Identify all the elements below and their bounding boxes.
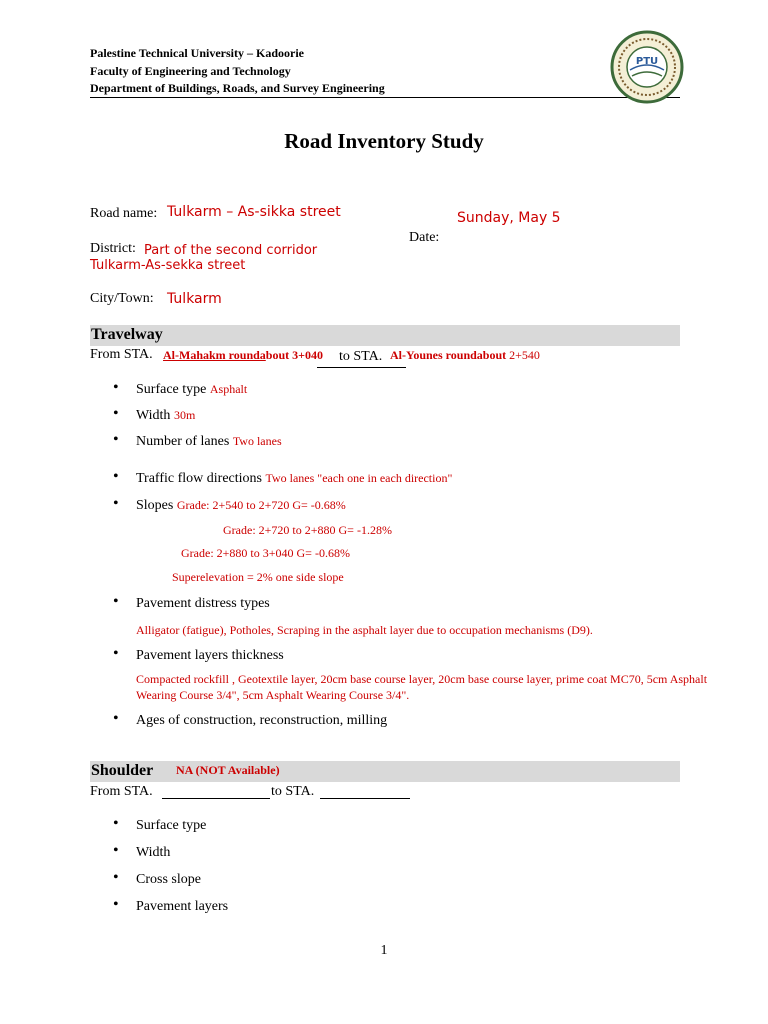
bullet: •: [113, 710, 119, 727]
surface-type-item: Surface type Asphalt: [136, 382, 248, 397]
flow-item: Traffic flow directions Two lanes "each one in each direction": [136, 471, 453, 486]
shoulder-to-label: to STA.: [271, 784, 315, 799]
district-value-line1: Part of the second corridor: [144, 243, 318, 258]
lanes-value: Two lanes: [232, 434, 282, 448]
bullet: •: [113, 379, 119, 396]
travelway-heading: Travelway: [91, 326, 163, 343]
shoulder-item: Width: [136, 845, 171, 860]
bullet: •: [113, 645, 119, 662]
road-name-label: Road name:: [90, 206, 158, 221]
city-label: City/Town:: [90, 291, 154, 306]
grade-line-1: Grade: 2+540 to 2+720 G= -0.68%: [176, 498, 346, 512]
date-value: Sunday, May 5: [457, 210, 561, 226]
bullet: •: [113, 593, 119, 610]
shoulder-note: NA (NOT Available): [176, 763, 280, 777]
shoulder-heading: Shoulder: [91, 762, 154, 779]
lanes-item: Number of lanes Two lanes: [136, 434, 282, 449]
travelway-band: [90, 325, 680, 346]
layers-value-line2: Wearing Course 3/4", 5cm Asphalt Wearing Course 3/4".: [136, 688, 410, 702]
grade-line-2: Grade: 2+720 to 2+880 G= -1.28%: [223, 523, 392, 537]
slopes-item: Slopes Grade: 2+540 to 2+720 G= -0.68%: [136, 498, 346, 513]
university-logo: [610, 30, 684, 104]
travelway-to-label: to STA.: [339, 349, 383, 364]
shoulder-to-blank[interactable]: [320, 798, 410, 799]
city-value: Tulkarm: [167, 291, 222, 307]
travelway-from-value-a: Al-Mahakm rounda: [163, 348, 266, 362]
travelway-from-label: From STA.: [90, 347, 153, 362]
department-name: Department of Buildings, Roads, and Survey Engineering: [90, 81, 385, 95]
shoulder-item: Surface type: [136, 818, 207, 833]
surface-type-value: Asphalt: [209, 382, 248, 396]
distress-value: Alligator (fatigue), Potholes, Scraping in the asphalt layer due to occupation mechanisms (D9).: [136, 623, 593, 637]
bullet: •: [113, 495, 119, 512]
shoulder-item: Cross slope: [136, 872, 201, 887]
superelevation-line: Superelevation = 2% one side slope: [172, 570, 344, 584]
travelway-to-value: [390, 348, 540, 363]
header-rule: [90, 97, 680, 98]
bullet: •: [113, 468, 119, 485]
distress-item: Pavement distress types: [136, 596, 270, 611]
width-value: 30m: [173, 408, 196, 422]
shoulder-from-blank[interactable]: [162, 798, 270, 799]
shoulder-from-label: From STA.: [90, 784, 153, 799]
travelway-to-value-a: Al-Younes roundabout: [390, 348, 507, 362]
bullet: •: [113, 842, 119, 859]
page-title: Road Inventory Study: [284, 129, 484, 153]
to-sta-underline: [317, 367, 406, 368]
bullet: •: [113, 405, 119, 422]
bullet: •: [113, 869, 119, 886]
layers-item: Pavement layers thickness: [136, 648, 284, 663]
grade-line-3: Grade: 2+880 to 3+040 G= -0.68%: [181, 546, 350, 560]
travelway-to-value-b: 2+540: [509, 348, 540, 362]
date-label: Date:: [409, 230, 440, 245]
layers-value-line1: Compacted rockfill , Geotextile layer, 20cm base course layer, 20cm base course layer, prime coat MC70, 5cm Asphalt: [136, 672, 708, 686]
bullet: •: [113, 431, 119, 448]
bullet: •: [113, 896, 119, 913]
district-label: District:: [90, 241, 136, 256]
bullet: •: [113, 815, 119, 832]
travelway-from-value-b: bout 3+040: [265, 348, 323, 362]
flow-value: Two lanes "each one in each direction": [265, 471, 453, 485]
shoulder-item: Pavement layers: [136, 899, 229, 914]
faculty-name: Faculty of Engineering and Technology: [90, 64, 291, 78]
logo-text: PTU: [635, 56, 659, 67]
page-number: 1: [380, 943, 388, 958]
district-value-line2: Tulkarm-As-sekka street: [90, 258, 246, 273]
ages-item: Ages of construction, reconstruction, milling: [136, 713, 388, 728]
university-name: Palestine Technical University – Kadoorie: [90, 46, 304, 60]
travelway-from-value: [163, 348, 323, 363]
width-item: Width 30m: [136, 408, 196, 423]
road-name-value: Tulkarm – As-sikka street: [167, 204, 341, 220]
